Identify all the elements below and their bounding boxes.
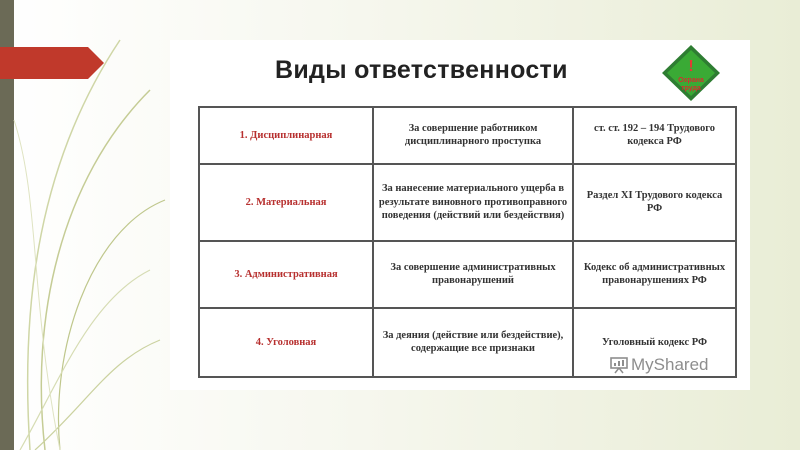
liability-law: Уголовный кодекс РФ: [573, 308, 736, 377]
liability-type: 3. Административная: [199, 241, 373, 308]
table-row: [199, 107, 736, 164]
liability-basis: За совершение работником дисциплинарного проступка: [373, 107, 573, 164]
liability-basis: За совершение административных правонарушений: [373, 241, 573, 308]
presentation-icon: [610, 356, 628, 374]
slide-title: Виды ответственности: [275, 56, 568, 84]
liability-law: Раздел XI Трудового кодекса РФ: [573, 164, 736, 241]
badge-line2: труда: [681, 85, 701, 92]
liability-type: 2. Материальная: [199, 164, 373, 241]
liability-law: ст. ст. 192 – 194 Трудового кодекса РФ: [573, 107, 736, 164]
liability-type: 4. Уголовная: [199, 308, 373, 377]
slide-content: [170, 40, 750, 390]
labor-safety-badge: [660, 43, 722, 103]
liability-basis: За нанесение материального ущерба в результате виновного противоправного поведения (действий или бездействия): [373, 164, 573, 241]
table-row: [199, 164, 736, 241]
liability-law: Кодекс об административных правонарушениях РФ: [573, 241, 736, 308]
title-marker-arrow: [0, 47, 104, 79]
badge-mark: !: [688, 58, 694, 75]
badge-line1: Охрана: [678, 77, 704, 84]
table-row: [199, 241, 736, 308]
watermark-text: MyShared: [631, 355, 709, 374]
liability-basis: За деяния (действие или бездействие), содержащие все признаки: [373, 308, 573, 377]
watermark: [610, 355, 708, 375]
liability-type: 1. Дисциплинарная: [199, 107, 373, 164]
liability-table: [198, 106, 737, 378]
